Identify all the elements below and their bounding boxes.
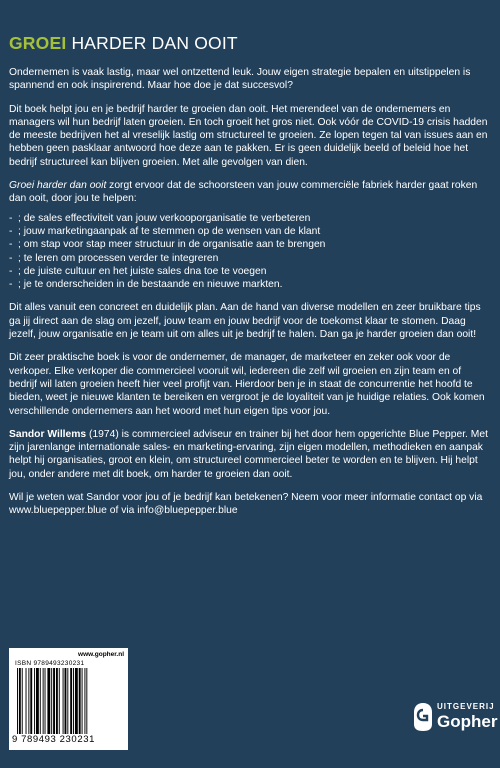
- book-title: [9, 33, 238, 54]
- problem-paragraph: Dit boek helpt jou en je bedrijf harder te groeien dan ooit. Het merendeel van de ondernemers en managers wil hun bedrijf laten groeien. En toch groeit het gros niet. Ook vóór de COVID-19 crisis hadden de meeste bedrijven het al vreselijk lastig om structureel te groeien. Ze lopen tegen tal van issues aan en hebben geen pasklaar antwoord hoe deze aan te pakken. Er is geen duidelijk beeld of beleid hoe het bedrijf structureel kan blijven groeien. Met alle gevolgen van dien.: [9, 103, 488, 168]
- publisher-name: Gopher: [437, 712, 498, 731]
- list-item: ; - de sales effectiviteit van jouw verkooporganisatie te verbeteren: [9, 212, 491, 225]
- publisher-small-label: UITGEVERIJ: [437, 702, 495, 711]
- blurb-text: [9, 66, 491, 528]
- author-bio: (1974) is commercieel adviseur en trainer bij het door hem opgerichte Blue Pepper. Met zijn jarenlange internationale sales- en marketing-ervaring, zijn eigen modellen, methodieken en aanpak helpt hij organisaties, groot en klein, om structureel commercieel beter te worden en te blijven. Hij helpt jou, onder andere met dit boek, om harder te groeien dan ooit.: [9, 428, 488, 480]
- list-item: ; - je te onderscheiden in de bestaande en nieuwe markten.: [9, 278, 491, 291]
- isbn-label: ISBN 9789493230231: [15, 660, 85, 667]
- list-item: ; - jouw marketingaanpak af te stemmen op de wensen van de klant: [9, 225, 491, 238]
- barcode-icon: [15, 668, 123, 736]
- author-name: Sandor Willems: [9, 428, 87, 440]
- title-accent: GROEI: [9, 33, 67, 53]
- benefits-list: [9, 212, 491, 292]
- purpose-text: zorgt ervoor dat de schoorsteen van jouw commerciële fabriek harder gaat roken dan ooit, door jou te helpen:: [9, 180, 478, 205]
- contact-paragraph: Wil je weten wat Sandor voor jou of je bedrijf kan betekenen? Neem voor meer informatie contact op via www.bluepepper.blue of via info@bluepepper.blue: [9, 492, 483, 517]
- barcode-digits: 9 789493 230231: [12, 734, 95, 745]
- audience-paragraph: Dit zeer praktische boek is voor de ondernemer, de manager, de marketeer en zeker ook voor de verkoper. Elke verkoper die commercieel vooruit wil, iedereen die zelf wil groeien en zijn team en of bedrijf wil laten groeien heeft hier veel profijt van. Hierdoor ben je in staat de concurrentie het hoofd te bieden, weet je nieuwe klanten te bereiken en vergroot je de loyaliteit van je huidige relaties. Ook komen verschillende ondernemers aan het woord met hun eigen tips voor jou.: [9, 352, 485, 417]
- author-paragraph: [9, 428, 491, 481]
- intro-paragraph: Ondernemen is vaak lastig, maar wel ontzettend leuk. Jouw eigen strategie bepalen en uitstippelen is spannend en ook inspirerend. Maar hoe doe je dat succesvol?: [9, 67, 471, 92]
- publisher-logo: [413, 700, 497, 748]
- list-item: ; - de juiste cultuur en het juiste sales dna toe te voegen: [9, 265, 491, 278]
- book-title-italic: Groei harder dan ooit: [9, 180, 107, 192]
- barcode-area: [9, 648, 128, 750]
- list-item: ; - te leren om processen verder te integreren: [9, 252, 491, 265]
- gopher-logo-icon: [413, 702, 433, 732]
- plan-paragraph: Dit alles vanuit een concreet en duidelijk plan. Aan de hand van diverse modellen en zeer bruikbare tips ga jij direct aan de slag om jezelf, jouw team en jouw bedrijf voor de toekomst klaar te stomen. Daag jezelf, jouw organisatie en je team uit om alles uit je bedrijf te halen. Dan ga je harder groeien dan ooit!: [9, 302, 481, 341]
- title-rest: HARDER DAN OOIT: [71, 33, 238, 53]
- purpose-paragraph: [9, 179, 491, 206]
- publisher-url: www.gopher.nl: [78, 651, 124, 658]
- list-item: ; - om stap voor stap meer structuur in de organisatie aan te brengen: [9, 238, 491, 251]
